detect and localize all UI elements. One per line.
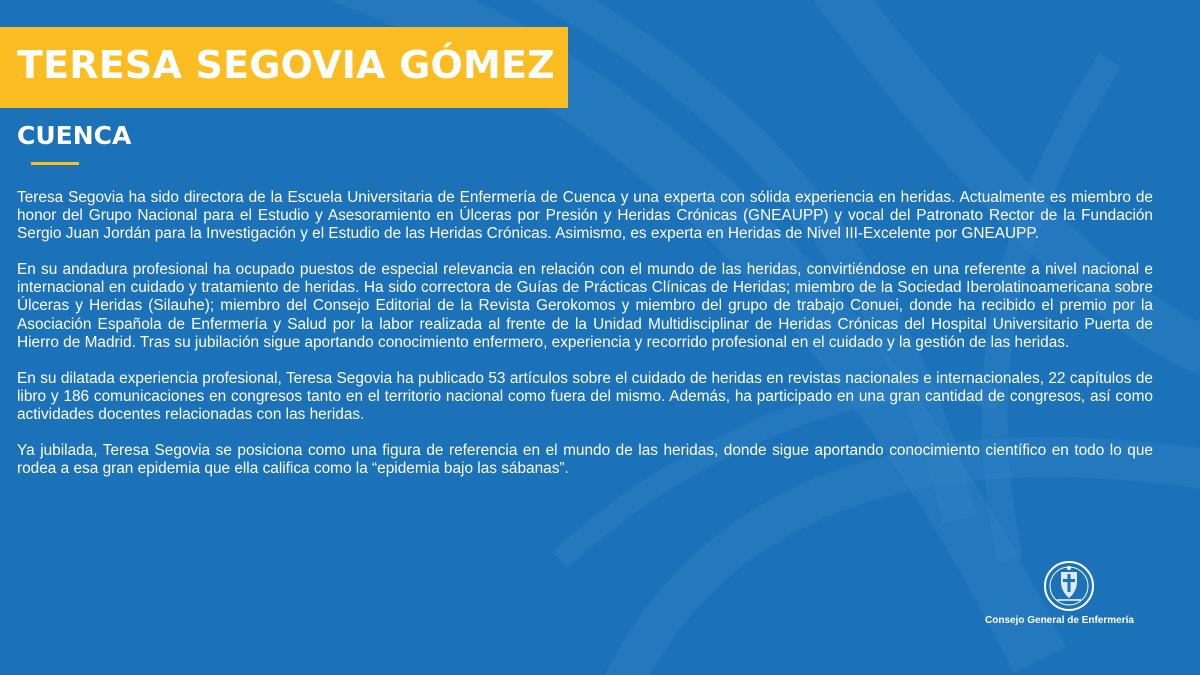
biography-paragraph: En su dilatada experiencia profesional, Teresa Segovia ha publicado 53 artículos sobre el cuidado de heridas en revistas nacionales e internacionales, 22 capítulos de libro y 186 comunicaciones en congresos tanto en el territorio nacional como fuera del mismo. Además, ha participado en una gran cantidad de congresos, así como actividades docentes relacionadas con las heridas. (17, 369, 1153, 423)
location-title: CUENCA (17, 121, 132, 150)
name-banner (0, 27, 568, 108)
biography-paragraph: En su andadura profesional ha ocupado puestos de especial relevancia en relación con el mundo de las heridas, convirtiéndose en una referente a nivel nacional e internacional en cuidado y tratamiento de heridas. Ha sido correctora de Guías de Prácticas Clínicas de Heridas; miembro de la Sociedad Iberolatinoamericana sobre Úlceras y Heridas (Silauhe); miembro del Consejo Editorial de la Revista Gerokomos y miembro del grupo de trabajo Conuei, donde ha recibido el premio por la Asociación Española de Enfermería y Salud por la labor realizada al frente de la Unidad Multidisciplinar de Heridas Crónicas del Hospital Universitario Puerta de Hierro de Madrid. Tras su jubilación sigue aportando conocimiento enfermero, experiencia y recorrido profesional en el cuidado y la gestión de las heridas. (17, 261, 1153, 351)
organization-name: Consejo General de Enfermería (985, 615, 1134, 626)
person-name: TERESA SEGOVIA GÓMEZ (17, 43, 555, 87)
title-underline (31, 162, 79, 165)
biography-paragraph: Ya jubilada, Teresa Segovia se posiciona como una figura de referencia en el mundo de las heridas, donde sigue aportando conocimiento científico en todo lo que rodea a esa gran epidemia que ella califica como la “epidemia bajo las sábanas”. (17, 442, 1153, 478)
biography-paragraph: Teresa Segovia ha sido directora de la Escuela Universitaria de Enfermería de Cuenca y una experta con sólida experiencia en heridas. Actualmente es miembro de honor del Grupo Nacional para el Estudio y Asesoramiento en Úlceras por Presión y Heridas Crónicas (GNEAUPP) y vocal del Patronato Rector de la Fundación Sergio Juan Jordán para la Investigación y el Estudio de las Heridas Crónicas. Asimismo, es experta en Heridas de Nivel III-Excelente por GNEAUPP. (17, 189, 1153, 243)
biography (17, 189, 1153, 496)
seal-icon (1043, 560, 1095, 612)
